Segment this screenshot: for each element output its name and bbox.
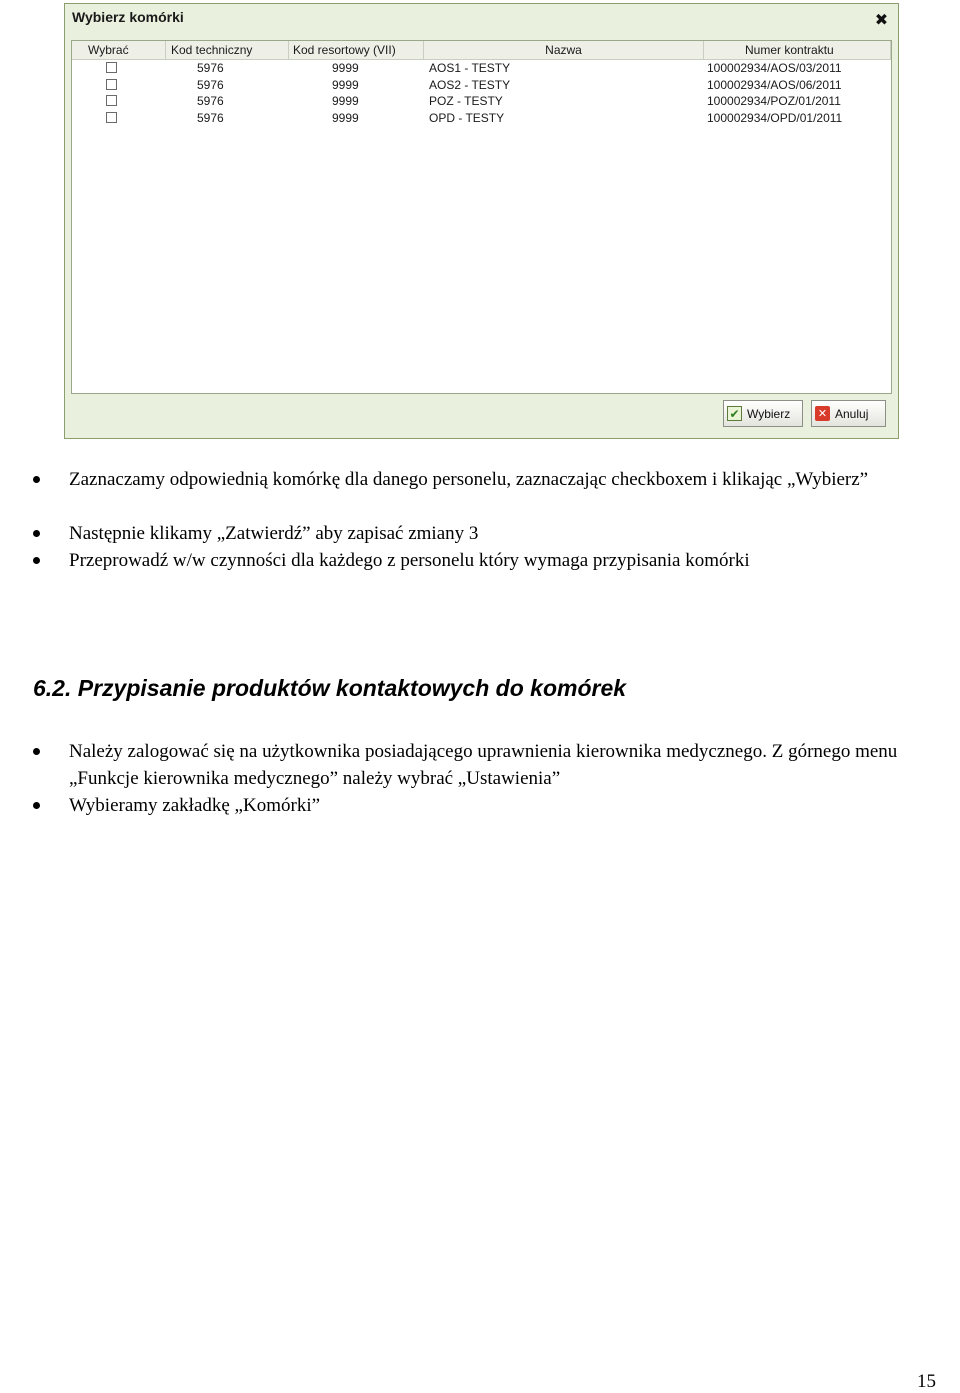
column-header-technical-code[interactable]: Kod techniczny xyxy=(166,41,289,59)
ministry-code-cell: 9999 xyxy=(332,94,359,108)
grid-header xyxy=(72,41,891,60)
bullet-icon xyxy=(33,476,40,483)
bullet-text: Przeprowadź w/w czynności dla każdego z personelu który wymaga przypisania komórki xyxy=(69,550,750,571)
section-heading: 6.2. Przypisanie produktów kontaktowych do komórek xyxy=(33,675,627,701)
contract-number-cell: 100002934/POZ/01/2011 xyxy=(707,94,841,108)
bullet-text: Należy zalogować się na użytkownika posiadającego uprawnienia kierownika medycznego. Z górnego menu „Funkcje kierownika medycznego” należy wybrać „Ustawienia” xyxy=(69,741,898,789)
bullet-text: Następnie klikamy „Zatwierdź” aby zapisać zmiany 3 xyxy=(69,523,479,544)
bullet-icon xyxy=(33,802,40,809)
contract-number-cell: 100002934/AOS/06/2011 xyxy=(707,77,842,92)
name-cell: AOS2 - TESTY xyxy=(429,77,511,92)
table-row[interactable] xyxy=(72,110,891,127)
bullet-icon xyxy=(33,530,40,537)
contract-number-cell: 100002934/AOS/03/2011 xyxy=(707,61,842,75)
technical-code-cell: 5976 xyxy=(197,94,224,108)
name-cell: OPD - TESTY xyxy=(429,110,505,125)
table-row[interactable] xyxy=(72,77,891,94)
row-checkbox[interactable] xyxy=(106,79,117,90)
select-button-label: Wybierz xyxy=(747,406,791,421)
row-checkbox[interactable] xyxy=(106,62,117,73)
name-cell: POZ - TESTY xyxy=(429,94,503,108)
bullet-text: Wybieramy zakładkę „Komórki” xyxy=(69,795,321,816)
ministry-code-cell: 9999 xyxy=(332,110,359,125)
cancel-x-icon: ✕ xyxy=(815,406,830,421)
select-button[interactable] xyxy=(723,400,803,427)
row-checkbox[interactable] xyxy=(106,95,117,106)
cancel-button[interactable] xyxy=(811,400,886,427)
technical-code-cell: 5976 xyxy=(197,77,224,92)
table-row[interactable] xyxy=(72,60,891,77)
ministry-code-cell: 9999 xyxy=(332,77,359,92)
dialog-title: Wybierz komórki xyxy=(72,9,184,25)
name-cell: AOS1 - TESTY xyxy=(429,61,511,75)
table-row[interactable] xyxy=(72,93,891,110)
bullet-text: Zaznaczamy odpowiednią komórkę dla danego personelu, zaznaczając checkboxem i klikając „Wybierz” xyxy=(69,469,869,490)
bullet-icon xyxy=(33,557,40,564)
checkmark-icon: ✔ xyxy=(727,406,742,421)
column-header-select[interactable]: Wybrać xyxy=(72,41,166,59)
column-header-ministry-code[interactable]: Kod resortowy (VII) xyxy=(289,41,424,59)
column-header-name[interactable]: Nazwa xyxy=(424,41,704,59)
page-number: 15 xyxy=(917,1371,936,1392)
contract-number-cell: 100002934/OPD/01/2011 xyxy=(707,110,843,125)
column-header-contract-number[interactable]: Numer kontraktu xyxy=(704,41,891,59)
cells-grid xyxy=(71,40,892,394)
bullet-icon xyxy=(33,748,40,755)
technical-code-cell: 5976 xyxy=(197,110,224,125)
cancel-button-label: Anuluj xyxy=(835,406,869,421)
technical-code-cell: 5976 xyxy=(197,61,224,75)
select-cells-dialog xyxy=(64,3,899,439)
row-checkbox[interactable] xyxy=(106,112,117,123)
ministry-code-cell: 9999 xyxy=(332,61,359,75)
close-icon[interactable]: ✖ xyxy=(874,10,889,29)
